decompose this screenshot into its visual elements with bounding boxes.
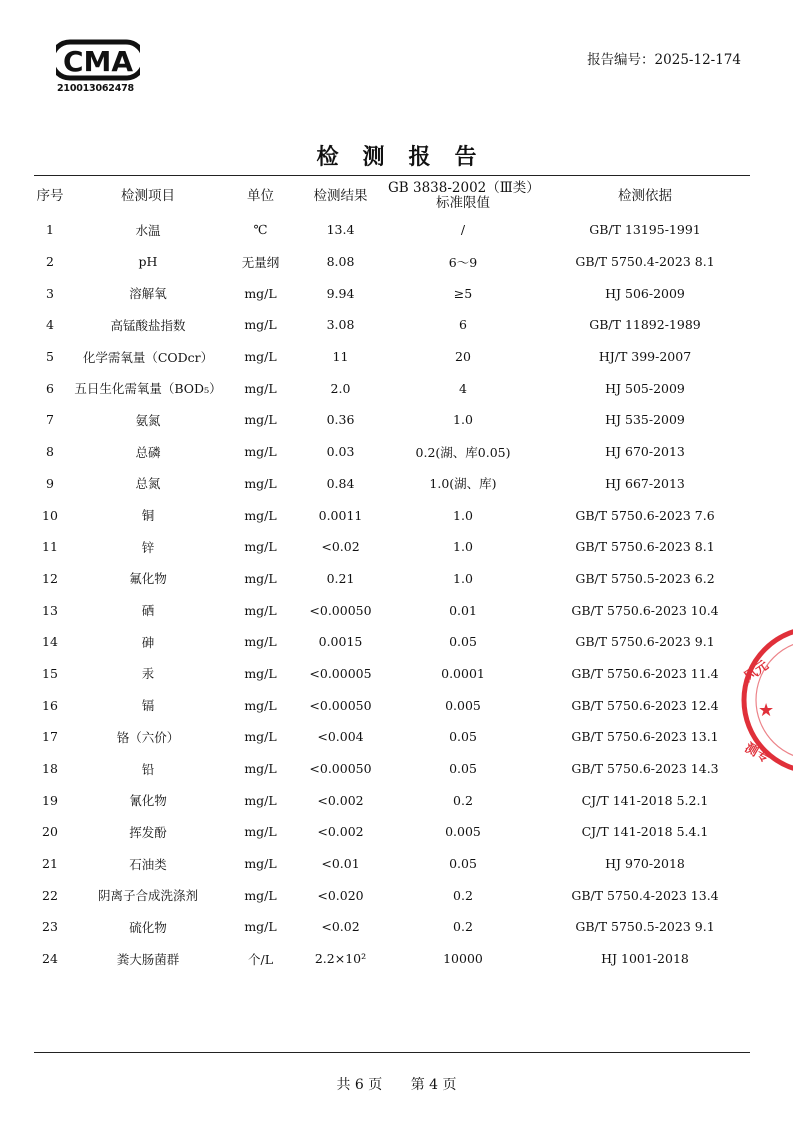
cell-limit: 1.0 [453, 507, 473, 523]
cell-no: 16 [42, 697, 58, 713]
col-header-limit-line1: GB 3838-2002（Ⅲ类） [388, 180, 540, 196]
cell-unit: mg/L [244, 856, 277, 872]
table-row [32, 372, 752, 404]
cell-unit: mg/L [244, 507, 277, 523]
cell-no: 17 [42, 729, 58, 745]
col-header-limit-line2: 标准限值 [436, 195, 490, 211]
cell-item: 五日生化需氧量（BOD₅） [74, 381, 222, 397]
cell-result: <0.00050 [309, 761, 372, 777]
cell-result: 0.03 [326, 444, 355, 460]
cell-method: GB/T 5750.6-2023 10.4 [571, 602, 719, 618]
table-row [32, 341, 752, 373]
cell-result: 0.36 [326, 412, 355, 428]
cell-method: GB/T 5750.5-2023 9.1 [575, 919, 715, 935]
cell-item: 水温 [135, 222, 161, 238]
table-row [32, 943, 752, 975]
cell-method: GB/T 5750.6-2023 8.1 [575, 539, 715, 555]
cell-item: 挥发酚 [129, 824, 167, 840]
cell-item: 溶解氧 [129, 286, 167, 302]
svg-text:测专: 测专 [742, 740, 773, 767]
table-row [32, 214, 752, 246]
cell-item: pH [138, 254, 158, 270]
table-row [32, 563, 752, 595]
cell-unit: mg/L [244, 761, 277, 777]
col-header-unit: 单位 [247, 187, 274, 204]
cell-item: 铜 [141, 508, 155, 524]
cell-no: 10 [42, 507, 58, 523]
cell-no: 19 [42, 792, 58, 808]
cell-unit: mg/L [244, 570, 277, 586]
cell-method: GB/T 5750.6-2023 9.1 [575, 634, 715, 650]
cell-item: 氰化物 [129, 793, 167, 809]
cell-method: HJ/T 399-2007 [598, 349, 692, 365]
cell-item: 化学需氧量（CODcr） [82, 349, 214, 365]
cell-result: <0.01 [321, 856, 360, 872]
cell-no: 6 [46, 380, 54, 396]
seal-ring-icon [741, 628, 793, 772]
cell-limit: 20 [455, 349, 471, 365]
table-row [32, 246, 752, 278]
cell-unit: mg/L [244, 602, 277, 618]
top-rule [34, 175, 750, 176]
cell-item: 粪大肠菌群 [116, 951, 180, 967]
cell-unit: mg/L [244, 729, 277, 745]
cell-limit: ≥5 [453, 285, 473, 301]
cell-limit: 10000 [443, 951, 483, 967]
svg-text:风元: 风元 [741, 658, 772, 686]
table-row [32, 531, 752, 563]
cell-limit: 0.005 [445, 697, 481, 713]
cell-method: CJ/T 141-2018 5.2.1 [581, 792, 709, 808]
col-header-method: 检测依据 [618, 187, 672, 204]
cell-method: GB/T 5750.6-2023 11.4 [571, 665, 719, 681]
cell-result: 2.0 [330, 380, 351, 396]
cell-item: 总氮 [135, 476, 161, 492]
cell-limit: 0.05 [449, 729, 477, 745]
cell-result: <0.00050 [309, 602, 372, 618]
cell-method: HJ 1001-2018 [601, 951, 689, 967]
cell-no: 4 [46, 317, 54, 333]
cell-limit: 1.0(湖、库) [429, 476, 497, 492]
cell-no: 21 [42, 856, 58, 872]
cell-limit: 6 [459, 317, 467, 333]
cell-method: GB/T 5750.6-2023 12.4 [571, 697, 719, 713]
cell-unit: mg/L [244, 317, 277, 333]
cell-method: GB/T 5750.6-2023 14.3 [571, 761, 719, 777]
cell-unit: mg/L [244, 634, 277, 650]
cma-logo-text: CMA [62, 45, 134, 78]
cell-item: 铅 [141, 761, 155, 777]
cell-limit: 1.0 [453, 539, 473, 555]
cma-logo [56, 38, 142, 94]
cell-limit: / [460, 222, 466, 238]
cell-item: 铬（六价） [116, 729, 180, 745]
cell-result: <0.002 [317, 824, 364, 840]
cell-no: 9 [46, 475, 54, 491]
cell-method: GB/T 5750.6-2023 13.1 [571, 729, 719, 745]
cell-method: GB/T 5750.5-2023 6.2 [575, 570, 715, 586]
cell-result: 0.0015 [318, 634, 363, 650]
cell-no: 7 [46, 412, 54, 428]
cell-result: 8.08 [326, 254, 355, 270]
cell-result: <0.020 [317, 887, 364, 903]
cell-unit: mg/L [244, 475, 277, 491]
table-row [32, 879, 752, 911]
cell-item: 高锰酸盐指数 [110, 317, 186, 333]
cell-item: 硒 [141, 603, 155, 619]
cell-method: GB/T 13195-1991 [589, 222, 701, 238]
cell-limit: 6～9 [448, 254, 478, 270]
table-row [32, 468, 752, 500]
cell-unit: mg/L [244, 380, 277, 396]
cma-mark-icon [56, 38, 140, 82]
cell-method: GB/T 11892-1989 [589, 317, 701, 333]
cell-item: 氨氮 [135, 412, 161, 428]
table-row [32, 658, 752, 690]
cell-no: 22 [42, 887, 58, 903]
table-row [32, 277, 752, 309]
cell-method: CJ/T 141-2018 5.4.1 [581, 824, 709, 840]
cell-unit: 无量纲 [241, 254, 280, 270]
cell-no: 23 [42, 919, 58, 935]
cell-item: 氟化物 [129, 571, 167, 587]
table-row [32, 499, 752, 531]
cell-method: HJ 970-2018 [605, 856, 685, 872]
cell-item: 镉 [141, 698, 155, 714]
cell-limit: 0.005 [445, 824, 481, 840]
cell-limit: 0.2 [453, 887, 473, 903]
cell-unit: mg/L [244, 919, 277, 935]
cell-result: 2.2×10² [314, 951, 367, 967]
cell-method: GB/T 5750.4-2023 13.4 [571, 887, 719, 903]
svg-text:★: ★ [758, 700, 775, 721]
cell-item: 砷 [141, 634, 155, 650]
cell-method: HJ 670-2013 [605, 444, 685, 460]
current-page: 第 4 页 [410, 1077, 457, 1093]
cell-limit: 0.2(湖、库0.05) [415, 444, 511, 460]
cell-result: <0.002 [317, 792, 364, 808]
cell-no: 18 [42, 761, 58, 777]
cell-limit: 4 [459, 380, 467, 396]
cell-no: 8 [46, 444, 54, 460]
cell-method: HJ 535-2009 [605, 412, 685, 428]
cell-method: HJ 505-2009 [605, 380, 685, 396]
cell-no: 20 [42, 824, 58, 840]
table-row [32, 594, 752, 626]
cell-limit: 0.01 [449, 602, 477, 618]
cell-result: <0.02 [321, 539, 360, 555]
cell-limit: 1.0 [453, 412, 473, 428]
cell-limit: 0.2 [453, 792, 473, 808]
cell-item: 汞 [141, 666, 155, 682]
table-header-row [32, 178, 752, 214]
red-seal-stamp [736, 620, 793, 780]
cma-number: 210013062478 [57, 83, 134, 94]
cell-item: 硫化物 [129, 919, 167, 935]
cell-limit: 0.05 [449, 761, 477, 777]
table-row [32, 753, 752, 785]
cell-result: 13.4 [326, 222, 355, 238]
cell-result: <0.004 [317, 729, 364, 745]
cell-no: 13 [42, 602, 58, 618]
total-pages: 共 6 页 [336, 1077, 383, 1093]
cell-unit: mg/L [244, 412, 277, 428]
cell-unit: mg/L [244, 539, 277, 555]
cell-limit: 1.0 [453, 570, 473, 586]
cell-no: 15 [42, 665, 58, 681]
cell-no: 12 [42, 570, 58, 586]
table-row [32, 404, 752, 436]
cell-result: <0.00005 [309, 665, 372, 681]
cell-unit: mg/L [244, 697, 277, 713]
cell-unit: mg/L [244, 349, 277, 365]
cell-method: HJ 506-2009 [605, 285, 685, 301]
cell-limit: 0.05 [449, 634, 477, 650]
cell-limit: 0.2 [453, 919, 473, 935]
table-row [32, 784, 752, 816]
cell-no: 2 [46, 254, 54, 270]
table-row [32, 721, 752, 753]
cell-unit: 个/L [247, 951, 273, 967]
page-title: 检测报告 [316, 144, 501, 170]
cell-method: GB/T 5750.6-2023 7.6 [575, 507, 715, 523]
cell-unit: mg/L [244, 665, 277, 681]
cell-result: 0.0011 [318, 507, 363, 523]
cell-unit: mg/L [244, 887, 277, 903]
table-row [32, 816, 752, 848]
bottom-rule [34, 1052, 750, 1053]
cell-item: 阴离子合成洗涤剂 [97, 888, 198, 904]
cell-limit: 0.0001 [441, 665, 485, 681]
page-footer [0, 1074, 793, 1094]
cell-result: 11 [332, 349, 349, 365]
col-header-result: 检测结果 [313, 187, 368, 204]
cell-no: 11 [42, 539, 58, 555]
table-row [32, 436, 752, 468]
cell-item: 锌 [141, 539, 155, 555]
cell-no: 5 [46, 349, 54, 365]
cell-method: GB/T 5750.4-2023 8.1 [575, 254, 715, 270]
cell-result: 0.84 [326, 475, 355, 491]
cell-result: 0.21 [326, 570, 355, 586]
cell-no: 24 [42, 951, 58, 967]
cell-result: 9.94 [326, 285, 355, 301]
cell-no: 1 [46, 222, 54, 238]
cell-no: 3 [46, 285, 54, 301]
table-row [32, 626, 752, 658]
cell-method: HJ 667-2013 [605, 475, 685, 491]
cell-item: 总磷 [135, 444, 161, 460]
cell-unit: mg/L [244, 824, 277, 840]
col-header-limit [388, 178, 538, 214]
cell-no: 14 [42, 634, 58, 650]
col-header-item: 检测项目 [121, 187, 175, 204]
table-row [32, 309, 752, 341]
cell-limit: 0.05 [449, 856, 477, 872]
report-number: 报告编号：2025-12-174 [587, 52, 741, 68]
cell-result: 3.08 [326, 317, 355, 333]
cell-item: 石油类 [129, 856, 167, 872]
table-row [32, 848, 752, 880]
cell-result: <0.00050 [309, 697, 372, 713]
cell-unit: mg/L [244, 444, 277, 460]
table-row [32, 911, 752, 943]
cell-unit: mg/L [244, 285, 277, 301]
results-table [32, 178, 752, 975]
cell-unit: ℃ [253, 222, 268, 238]
cell-result: <0.02 [321, 919, 360, 935]
table-row [32, 689, 752, 721]
cell-unit: mg/L [244, 792, 277, 808]
col-header-no: 序号 [36, 187, 64, 204]
